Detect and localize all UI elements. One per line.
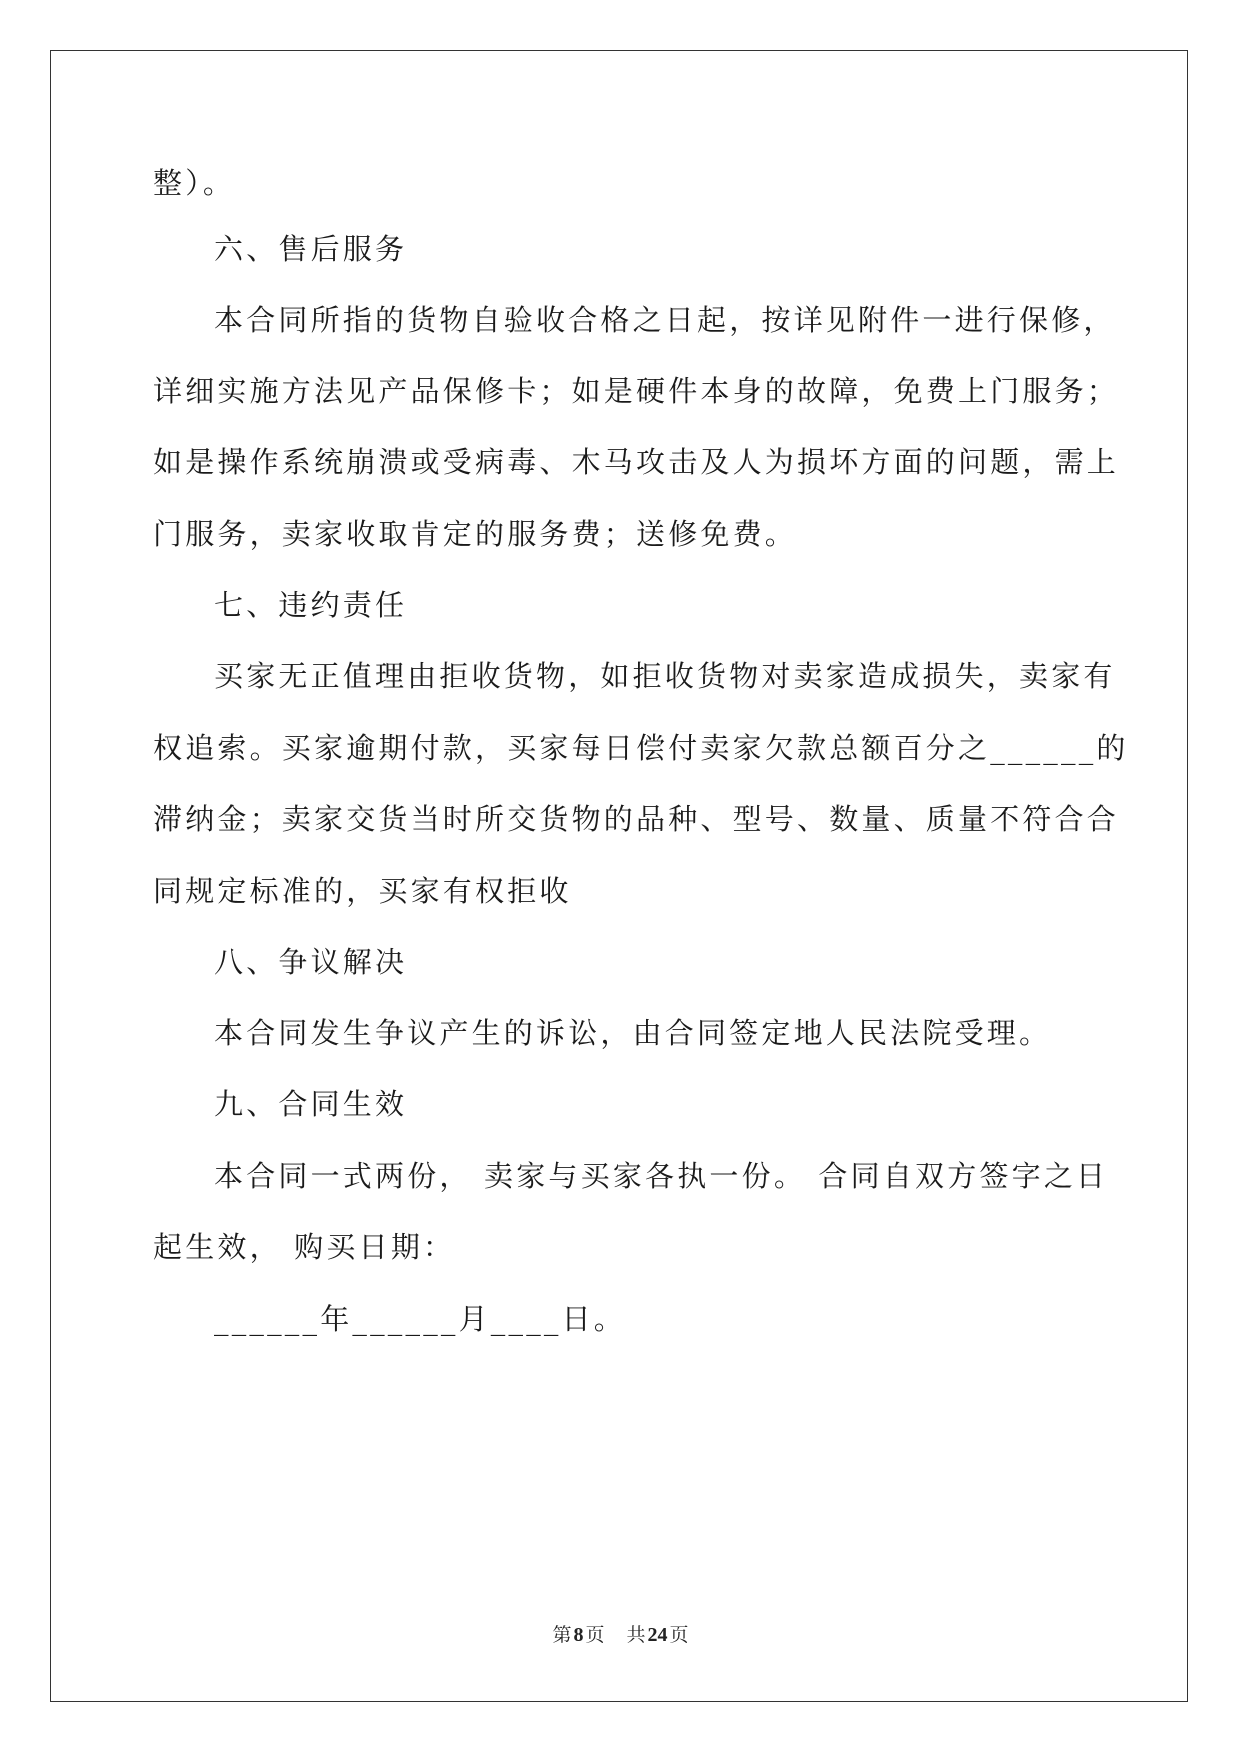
date-fill-line: ______年______月____日。 [214,1302,627,1336]
page-footer [0,1620,1241,1647]
paragraph-line: 买家无正值理由拒收货物，如拒收货物对卖家造成损失，卖家有 [214,659,1116,693]
paragraph-line: 本合同发生争议产生的诉讼，由合同签定地人民法院受理。 [214,1016,1052,1050]
paragraph-line: 起生效， 购买日期： [153,1230,456,1264]
paragraph-line: 门服务，卖家收取肯定的服务费；送修免费。 [153,517,798,551]
footer-page-prefix: 第 [552,1625,572,1646]
paragraph-line: 权追索。买家逾期付款，买家每日偿付卖家欠款总额百分之______的 [153,731,1129,765]
footer-page-number: 8 [573,1624,584,1646]
paragraph-line: 滞纳金；卖家交货当时所交货物的品种、型号、数量、质量不符合合 [153,802,1120,836]
paragraph-line: 本合同所指的货物自验收合格之日起，按详见附件一进行保修， [214,303,1116,337]
paragraph-line: 如是操作系统崩溃或受病毒、木马攻击及人为损坏方面的问题，需上 [153,445,1120,479]
section-heading-dispute: 八、争议解决 [214,945,408,979]
section-heading-after-sales: 六、售后服务 [214,232,408,266]
footer-page-suffix: 页 [585,1625,605,1646]
section-heading-effective: 九、合同生效 [214,1087,408,1121]
paragraph-line: 同规定标准的，买家有权拒收 [153,874,572,908]
footer-total-suffix: 页 [669,1625,689,1646]
footer-total-pages: 24 [647,1624,668,1646]
paragraph-line: 本合同一式两份， 卖家与买家各执一份。 合同自双方签字之日 [214,1159,1109,1193]
footer-total-prefix: 共 [626,1625,646,1646]
paragraph-line: 整）。 [153,166,236,200]
section-heading-breach: 七、违约责任 [214,588,408,622]
paragraph-line: 详细实施方法见产品保修卡；如是硬件本身的故障，免费上门服务； [153,374,1120,408]
